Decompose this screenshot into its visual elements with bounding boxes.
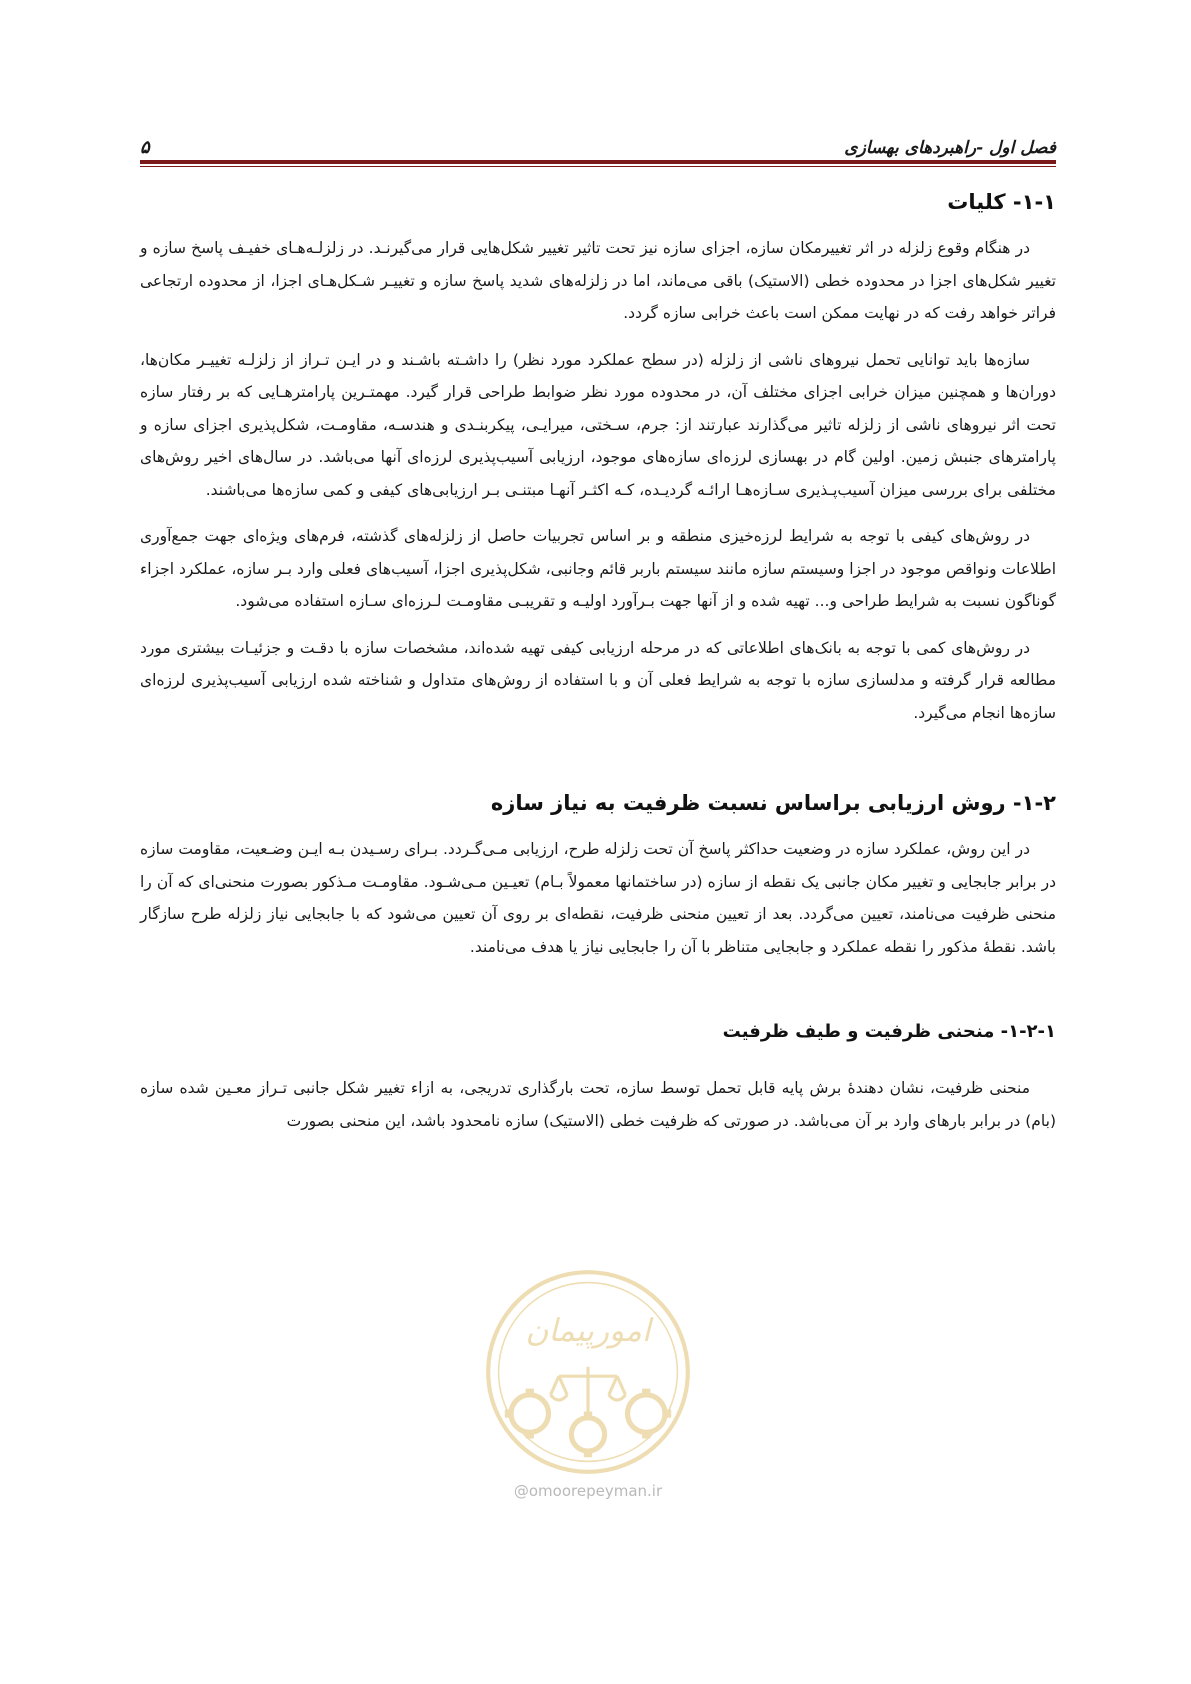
page-content [140, 190, 1056, 1137]
section-heading-capacity-demand: ۱-۲- روش ارزیابی براساس نسبت ظرفیت به نیاز سازه [490, 791, 1056, 815]
running-header [140, 128, 1056, 158]
page-number: ۵ [140, 137, 150, 158]
header-rule-thin [140, 166, 1056, 167]
svg-text:امورپیمان: امورپیمان [525, 1312, 651, 1349]
section-heading-generalities: ۱-۱- کلیات [947, 190, 1056, 214]
subsection-heading-capacity-curve: ۱-۲-۱- منحنی ظرفیت و طیف ظرفیت [722, 1021, 1056, 1042]
chapter-title: فصل اول -راهبردهای بهسازی [844, 138, 1056, 158]
watermark-logo [484, 1268, 692, 1476]
paragraph-1: در هنگام وقوع زلزله در اثر تغییرمکان سازه، اجزای سازه نیز تحت تاثیر تغییر شکل‌هایی قرار می‌گیرنـد. در زلزلـه‌هـای خفیـف پاسخ سازه و تغییر شکل‌های اجزا در محدوده خطی (الاستیک) باقی می‌ماند، اما در زلزله‌های شدید پاسخ سازه و تغییـر شـکل‌هـای اجزا، از محدوده ارتجاعی فراتر خواهد رفت که در نهایت ممکن است باعث خرابی سازه گردد. [140, 239, 1056, 322]
watermark-url: @omoorepeyman.ir [513, 1482, 663, 1500]
paragraph-3: در روش‌های کیفی با توجه به شرایط لرزه‌خیزی منطقه و بر اساس تجربیات حاصل از زلزله‌های گذشته، فرم‌های ویژه‌ای جهت جمع‌آوری اطلاعات ونواقص موجود در اجزا وسیستم سازه مانند سیستم باربر قائم وجانبی، شکل‌پذیری اجزا، آسیب‌های فعلی وارد بـر سازه، عملکرد اجزاء گوناگون نسبت به شرایط طراحی و... تهیه شده و از آنها جهت بـرآورد اولیـه و تقریبـی مقاومـت لـرزه‌ای سـازه استفاده می‌شود. [140, 527, 1056, 610]
header-rule [140, 160, 1056, 164]
paragraph-4: در روش‌های کمی با توجه به بانک‌های اطلاعاتی که در مرحله ارزیابی کیفی تهیه شده‌اند، مشخصات سازه با دقـت و جزئیـات بیشتری مورد مطالعه قرار گرفته و مدلسازی سازه با توجه به شرایط فعلی آن و با استفاده از روش‌های متداول و شناخته شده ارزیابی آسیب‌پذیری لرزه‌ای سازه‌ها انجام می‌گیرد. [140, 638, 1056, 722]
paragraph-6: منحنی ظرفیت، نشان دهندهٔ برش پایه قابل تحمل توسط سازه، تحت بارگذاری تدریجی، به ازاء تغییر شکل جانبی تـراز معـین شده سازه (بام) در برابر بارهای وارد بر آن می‌باشد. در صورتی که ظرفیت خطی (الاستیک) سازه نامحدود باشد، این منحنی بصورت [140, 1079, 1056, 1130]
paragraph-2: سازه‌ها باید توانایی تحمل نیروهای ناشی از زلزله (در سطح عملکرد مورد نظر) را داشـته باشـند و در ایـن تـراز از زلزلـه تغییـر مکان‌ها، دوران‌ها و همچنین میزان خرابی اجزای مختلف آن، در محدوده مورد نظر ضوابط طراحی قرار گیرد. مهمتـرین پارامترهـایی که بر رفتار سازه تحت اثر نیروهای ناشی از زلزله تاثیر می‌گذارند عبارتند از: جرم، سـختی، میرایـی، پیکربنـدی و هندسـه، مقاومـت، شکل‌پذیری اجزای سازه و پارامترهای جنبش زمین. اولین گام در بهسازی لرزه‌ای سازه‌های موجود، ارزیابی آسیب‌پذیری لرزه‌ای آنها می‌باشد. در سال‌های اخیر روش‌های مختلفی برای بررسی میزان آسیب‌پـذیری سـازه‌هـا ارائـه گردیـده، کـه اکثـر آنهـا مبتنـی بـر ارزیابی‌های کیفی و کمی سازه‌ها می‌باشند. [140, 350, 1056, 499]
paragraph-5: در این روش، عملکرد سازه در وضعیت حداکثر پاسخ آن تحت زلزله طرح، ارزیابی مـی‌گـردد. بـرای رسـیدن بـه ایـن وضـعیت، مقاومت سازه در برابر جابجایی و تغییر مکان جانبی یک نقطه از سازه (در ساختمانها معمولاً بـام) تعیـین مـی‌شـود. مقاومـت مـذکور بصورت منحنی‌ای که آن را منحنی ظرفیت می‌نامند، تعیین می‌گردد. بعد از تعیین منحنی ظرفیت، نقطه‌ای بر روی آن تعیین می‌شود که با جابجایی نیاز زلزله طرح سازگار باشد. نقطهٔ مذکور را نقطه عملکرد و جابجایی متناظر با آن را جابجایی نیاز یا هدف می‌نامند. [140, 840, 1056, 956]
